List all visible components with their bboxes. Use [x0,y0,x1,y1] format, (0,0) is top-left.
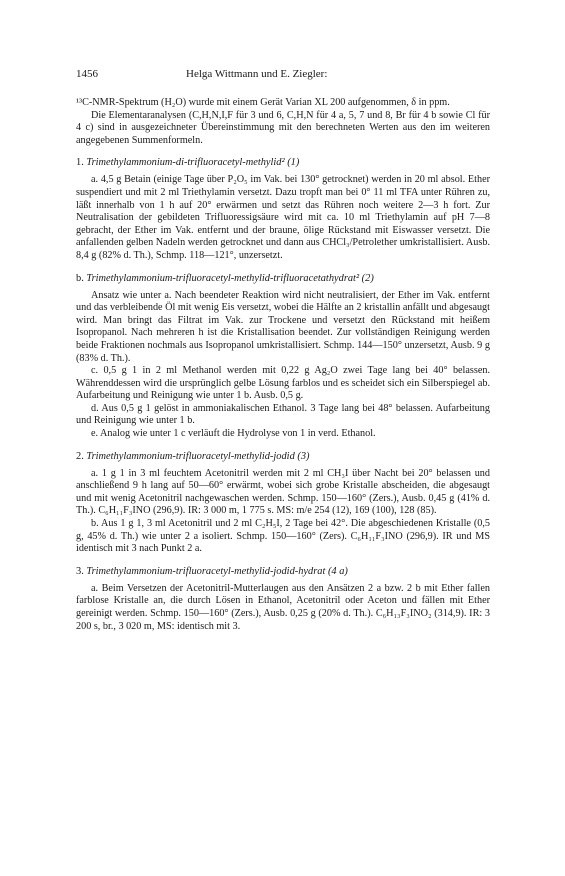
section-heading: b. Trimethylammonium-trifluoracetyl-methylid-trifluoracetathydrat² (2) [76,272,374,284]
section-heading: 2. Trimethylammonium-trifluoracetyl-methylid-jodid (3) [76,450,310,462]
paragraph: ¹³C-NMR-Spektrum (H₂O) wurde mit einem Gerät Varian XL 200 aufgenommen, δ in ppm. [76,97,450,108]
paragraph: a. Beim Versetzen der Acetonitril-Mutterlaugen aus den Ansätzen 2 a bzw. 2 b mit Ether fallen farblose Kristalle an, die durch Lösen in Ethanol, Acetonitril oder Aceton und fällen mit Ether gereinigt werden. Schmp. 150—160° (Zers.), Ausb. 0,25 g (20% d. Th.). C₆H₁₃F₃INO₂ (314,9). IR: 3 200 s, br., 3 020 m, MS: identisch mit 3. [76,582,490,632]
section-heading: 3. Trimethylammonium-trifluoracetyl-methylid-jodid-hydrat (4 a) [76,565,348,577]
running-title: Helga Wittmann und E. Ziegler: [186,68,328,80]
page [76,68,490,633]
page-number: 1456 [76,68,98,80]
running-header [76,68,490,81]
paragraph: Ansatz wie unter a. Nach beendeter Reaktion wird nicht neutralisiert, der Ether im Vak. entfernt und das verbleibende Öl mit wenig Eis versetzt, wobei die Hälfte an 2 kristallin anfällt und abgesaugt wird. Man bringt das Filtrat im Vak. zur Trockene und versetzt den Rückstand mit heißem Isopropanol. Nach mehreren h ist die Kristallisation beendet. Zur vollständigen Reinigung werden beide Fraktionen nochmals aus Isopropanol umkristallisiert. Schmp. 144—150° unzersetzt, Ausb. 9 g (83% d. Th.). [76,289,490,364]
paragraph: a. 4,5 g Betain (einige Tage über P₂O₅ im Vak. bei 130° getrocknet) werden in 20 ml absol. Ether suspendiert und mit 2 ml Triethylamin versetzt. Dazu tropft man bei 0° 11 ml TFA unter Rühren zu, läßt innerhalb von 1 h auf 20° erwärmen und setzt das Rühren noch weitere 2—3 h fort. Zur Neutralisation der gebildeten Trifluoressigsäure wird mit ca. 10 ml Triethylamin auf pH 7—8 gebracht, der Ether im Vak. entfernt und der braune, ölige Rückstand mit Eiswasser versetzt. Die anfallenden gelben Nadeln werden getrocknet und dann aus CHCl₃/Petrolether umkristallisiert. Ausb. 8,4 g (82% d. Th.), Schmp. 118—121°, unzersetzt. [76,174,490,261]
paragraph: b. Aus 1 g 1, 3 ml Acetonitril und 2 ml C₂H₅I, 2 Tage bei 42°. Die abgeschiedenen Kristalle (0,5 g, 45% d. Th.) wie unter 2 a isoliert. Schmp. 150—160° (Zers). C₆H₁₁F₃INO (296,9). IR und MS identisch mit 3 nach Punkt 2 a. [76,518,490,555]
section-heading: 1. Trimethylammonium-di-trifluoracetyl-methylid² (1) [76,157,300,169]
paragraph: Die Elementaranalysen (C,H,N,I,F für 3 und 6, C,H,N für 4 a, 5, 7 und 8, Br für 4 b sowie Cl für 4 c) sind in ausgezeichneter Übereinstimmung mit den berechneten Werten aus den im weiteren angegebenen Summenformeln. [76,109,490,146]
paragraph: a. 1 g 1 in 3 ml feuchtem Acetonitril werden mit 2 ml CH₃I über Nacht bei 20° belassen und anschließend 9 h lang auf 50—60° erwärmt, wobei sich grobe Kristalle abscheiden, die abgesaugt und mit wenig Acetonitril nachgewaschen werden. Schmp. 150—160° (Zers.), Ausb. 0,45 g (41% d. Th.). C₆H₁₁F₃INO (296,9). IR: 3 000 m, 1 775 s. MS: m/e 254 (12), 169 (100), 128 (85). [76,467,490,517]
paragraph: d. Aus 0,5 g 1 gelöst in ammoniakalischen Ethanol. 3 Tage lang bei 48° belassen. Aufarbeitung und Reinigung wie unter 1 b. [76,402,490,427]
paragraph: c. 0,5 g 1 in 2 ml Methanol werden mit 0,22 g Ag₂O zwei Tage lang bei 40° belassen. Währenddessen wird die ursprünglich gelbe Lösung farblos und es scheidet sich ein Silberspiegel ab. Aufarbeitung und Reinigung wie unter 1 b. Ausb. 0,5 g. [76,365,490,402]
paragraph: e. Analog wie unter 1 c verläuft die Hydrolyse von 1 in verd. Ethanol. [91,428,376,440]
